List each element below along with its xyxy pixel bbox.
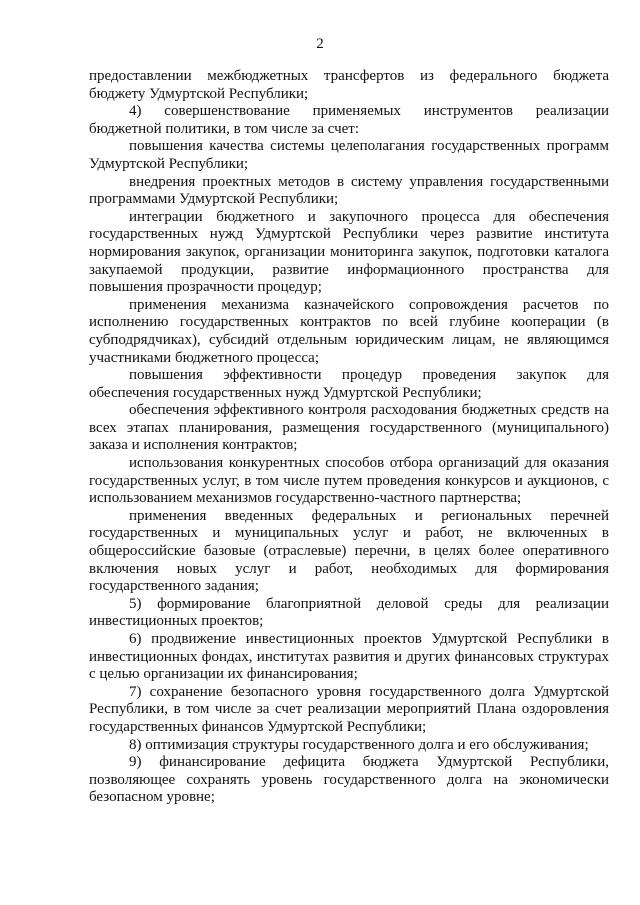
paragraph-treasury-support: применения механизма казначейского сопровождения расчетов по исполнению государственных контрактов по всей глубине кооперации (в субподрядчиках), субсидий отдельным юридическим лицам, не являющимся участниками бюджетного процесса; [89, 296, 609, 366]
paragraph-item-4: 4) совершенствование применяемых инструментов реализации бюджетной политики, в том числе за счет: [89, 103, 609, 137]
paragraph-goal-setting: повышения качества системы целеполагания государственных программ Удмуртской Республики; [89, 138, 609, 172]
paragraph-item-9: 9) финансирование дефицита бюджета Удмуртской Республики, позволяющее сохранять уровень государственного долга на экономически безопасном уровне; [89, 754, 609, 806]
page-number: 2 [316, 36, 324, 52]
paragraph-item-5: 5) формирование благоприятной деловой среды для реализации инвестиционных проектов; [89, 595, 609, 630]
paragraph-spending-control: обеспечения эффективного контроля расходования бюджетных средств на всех этапах планирования, размещения государственного (муниципального) заказа и исполнения контрактов; [89, 402, 609, 454]
paragraph-competitive-selection: использования конкурентных способов отбора организаций для оказания государственных услуг, в том числе путем проведения конкурсов и аукционов, с использованием механизмов государственно-частного партнерства; [89, 455, 609, 507]
paragraph-item-7: 7) сохранение безопасного уровня государственного долга Удмуртской Республики, в том числе за счет реализации мероприятий Плана оздоровления государственных финансов Удмуртской Республики; [89, 683, 609, 735]
paragraph-item-6: 6) продвижение инвестиционных проектов Удмуртской Республики в инвестиционных фондах, институтах развития и других финансовых структурах с целью организации их финансирования; [89, 631, 609, 683]
paragraph-procurement-integration: интеграции бюджетного и закупочного процесса для обеспечения государственных нужд Удмуртской Республики через развитие института нормирования закупок, организации мониторинга закупок, подготовки каталога закупаемой продукции, развитие информационного пространства для повышения прозрачности процедур; [89, 208, 609, 296]
paragraph-item-8: 8) оптимизация структуры государственного долга и его обслуживания; [129, 736, 589, 753]
paragraph-service-lists: применения введенных федеральных и региональных перечней государственных и муниципальных услуг и работ, не включенных в общероссийские базовые (отраслевые) перечни, в целях более оперативного включения новых услуг и работ, необходимых для формирования государственного задания; [89, 507, 609, 595]
paragraph-intro-continuation: предоставлении межбюджетных трансфертов из федерального бюджета бюджету Удмуртской Республики; [89, 68, 609, 102]
paragraph-procurement-efficiency: повышения эффективности процедур проведения закупок для обеспечения государственных нужд Удмуртской Республики; [89, 367, 609, 401]
paragraph-project-methods: внедрения проектных методов в систему управления государственными программами Удмуртской Республики; [89, 173, 609, 208]
document-body [89, 68, 609, 807]
